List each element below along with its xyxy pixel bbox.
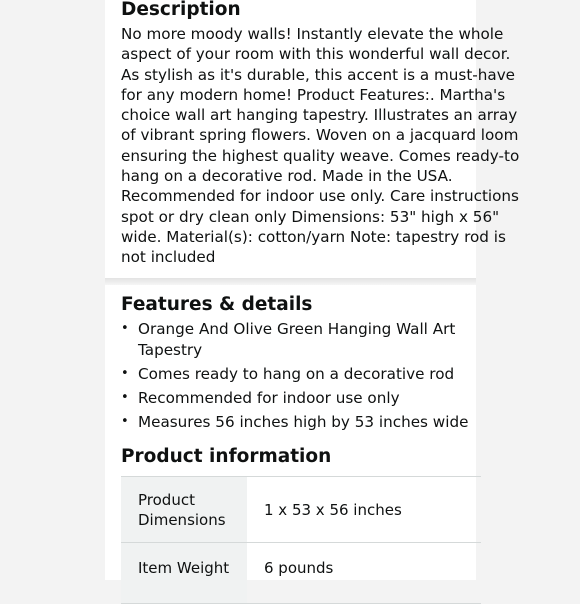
description-line: hang on a decorative rod. Made in the USA. xyxy=(121,167,453,186)
feature-text: Recommended for indoor use only xyxy=(138,388,400,407)
feature-text: Orange And Olive Green Hanging Wall Art xyxy=(138,320,456,338)
features-list xyxy=(121,319,481,436)
description-text xyxy=(121,24,520,268)
bullet-icon: • xyxy=(121,321,129,336)
feature-bullet xyxy=(121,364,481,385)
feature-text: Comes ready to hang on a decorative rod xyxy=(138,364,455,383)
table-row-value: 6 pounds xyxy=(264,559,334,577)
feature-bullet xyxy=(121,412,481,433)
description-line: choice wall art hanging tapestry. Illustrates an array xyxy=(121,106,518,125)
table-row-key-line: Item Weight xyxy=(138,559,230,577)
features-heading: Features & details xyxy=(121,294,313,315)
section-divider xyxy=(105,278,476,285)
bullet-icon: • xyxy=(121,413,129,429)
table-row xyxy=(121,543,481,604)
description-heading: Description xyxy=(121,0,241,20)
feature-bullet xyxy=(121,319,481,360)
description-line: aspect of your room with this wonderful wall decor. xyxy=(121,45,511,64)
description-line: ensuring the highest quality weave. Comes ready-to xyxy=(121,146,520,165)
feature-text: Measures 56 inches high by 53 inches wide xyxy=(138,412,469,431)
table-row-key xyxy=(121,477,247,542)
product-information-heading: Product information xyxy=(121,446,332,467)
description-line: Recommended for indoor use only. Care instructions xyxy=(121,187,519,206)
product-information-table xyxy=(121,476,481,604)
description-line: As stylish as it's durable, this accent is a must-have xyxy=(121,65,516,84)
feature-bullet xyxy=(121,388,481,409)
table-row-key-line: Product xyxy=(138,490,195,509)
description-line: not included xyxy=(121,248,216,267)
description-line: of vibrant spring flowers. Woven on a jacquard loom xyxy=(121,126,519,145)
description-line: No more moody walls! Instantly elevate the whole xyxy=(121,25,504,43)
table-row-key xyxy=(121,543,247,603)
bullet-icon: • xyxy=(121,365,129,381)
description-line: for any modern home! Product Features:. Martha's xyxy=(121,85,506,104)
description-line: wide. Material(s): cotton/yarn Note: tapestry rod is xyxy=(121,227,506,246)
description-line: spot or dry clean only Dimensions: 53" high x 56" xyxy=(121,207,500,226)
table-row-value: 1 x 53 x 56 inches xyxy=(264,500,402,519)
table-row xyxy=(121,477,481,543)
table-row-key-line: Dimensions xyxy=(138,510,226,529)
bullet-icon: • xyxy=(121,389,129,405)
product-detail-card xyxy=(105,0,520,580)
feature-text: Tapestry xyxy=(138,340,203,359)
